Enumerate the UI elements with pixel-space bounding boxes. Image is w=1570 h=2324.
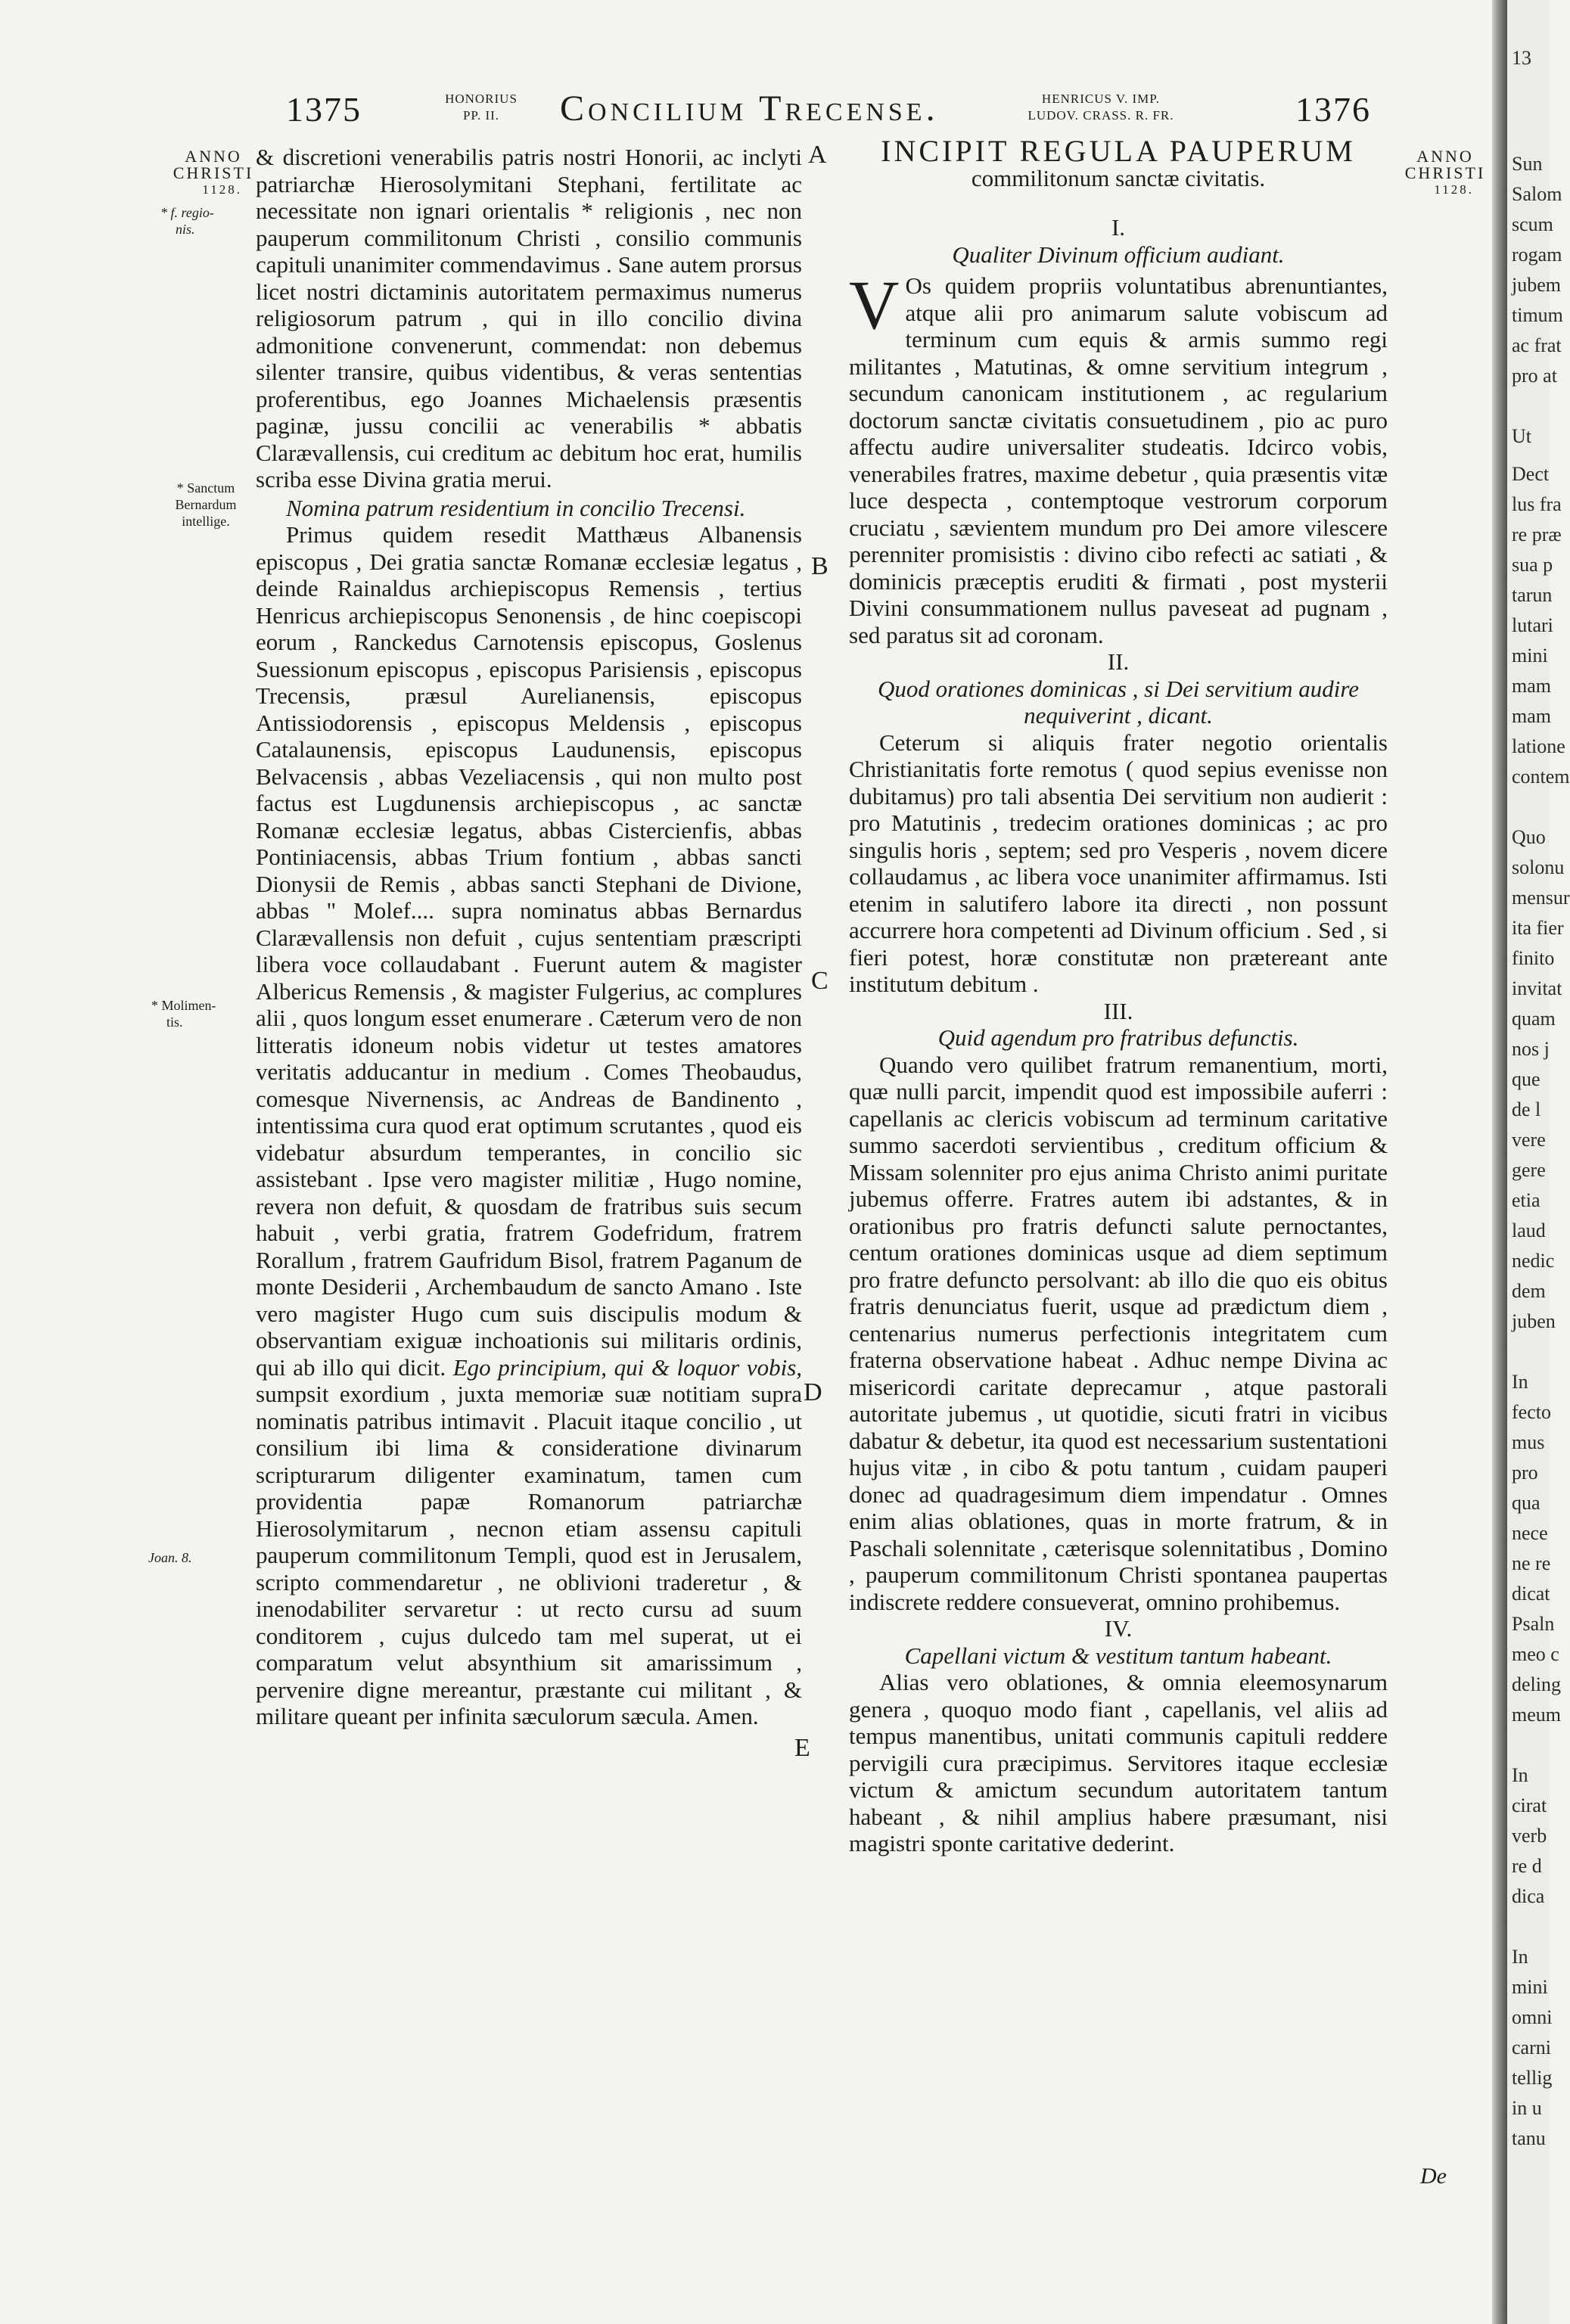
drop-capital: V [849, 266, 900, 343]
facing-page-fragment: que [1512, 1068, 1540, 1090]
chapter-heading-3: Quid agendum pro fratribus defunctis. [937, 1024, 1299, 1051]
facing-page-fragment: mam [1512, 675, 1551, 697]
facing-page-fragment: gere [1512, 1159, 1546, 1181]
book-gutter [1492, 0, 1507, 2324]
facing-page-fragment: omni [1512, 2006, 1553, 2028]
running-head-pope: HONORIUS PP. II. [445, 92, 518, 123]
facing-page-fragment: jubem [1512, 274, 1561, 296]
anno-christi-right: ANNO CHRISTI 1128. [1404, 147, 1486, 197]
facing-page-fragment: dica [1512, 1885, 1545, 1907]
facing-page-fragment: finito [1512, 947, 1555, 969]
facing-page-fragment: ita fier [1512, 917, 1564, 939]
chapter-number-2: II. [1107, 648, 1130, 675]
facing-page-fragment: ac frat [1512, 334, 1562, 356]
facing-page-fragment: Salom [1512, 183, 1562, 205]
facing-page-fragment: Ut [1512, 425, 1531, 447]
facing-page-fragment: meum [1512, 1704, 1561, 1726]
facing-page-fragment: nece [1512, 1522, 1548, 1544]
facing-page-fragment: pro at [1512, 365, 1557, 387]
facing-page-fragment: pro [1512, 1462, 1538, 1484]
left-paragraph-names: Primus quidem resedit Matthæus Albanensis episcopus , Dei gratia sanctæ Romanæ ecclesiæ legatus , deinde Rainaldus archiepiscopus Remensis , tertius Henricus archiepiscopus Senonensis , de hinc coepiscopi eorum , Ranckedus Carnotensis episcopus, Goslenus Suessionum episcopus , episcopus Parisiensis , episcopus Trecensis, præsul Aurelianensis, episcopus Antissiodorensis , episcopus Meldensis , episcopus Catalaunensis, episcopus Laudunensis, episcopus Belvacensis , abbas Vezeliacensis , qui non multo post factus est Lugdunensis archiepiscopus , ac sanctæ Romanæ ecclesiæ legatus, abbas Cistercienfis, abbas Pontiniacensis, abbas Trium fontium , abbas sancti Dionysii de Remis , abbas sancti Stephani de Divione, abbas " Molef.... supra nominatus abbas Bernardus Clarævallensis non defuit , cujus sententiam præscripti libera voce collaudabant . Fuerunt autem & magister Albericus Remensis , & magister Fulgerius, ac complures alii , quos longum esset enumerare . Cæterum vero de non litteratis idoneum nobis videtur ut testes amatores veritatis adducantur in medium . Comes Theobaudus, comesque Nivernensis, ac Andreas de Bandinento , intentissima cura quod erat optimum scrutantes , quod eis videbatur absurdum temperantes, in concilio sic assistebant . Ipse vero magister militiæ , Hugo nomine, revera non defuit, & quosdam de fratribus suis secum habuit , verbi gratia, fratrem Godefridum, fratrem Rorallum , fratrem Gaufridum Bisol, fratrem Paganum de monte Desiderii , Archembaudum de sancto Amano . Iste vero magister Hugo cum suis discipulis modum & observantiam exiguæ inchoationis sui militaris ordinis, qui ab illo qui dicit. Ego principium, qui & loquor vobis, sumpsit exordium , juxta memoriæ suæ notitiam supra nominatis patribus intimavit . Placuit itaque concilio , ut consilium ibi lima & consideratione divinarum scripturarum diligenter examinatum, tamen cum providentia papæ Romanorum patriarchæ Hierosolymitarum , necnon etiam assensu capituli pauperum commilitonum Templi, quod est in Jerusalem, scripto commendaretur , ne oblivioni traderetur , & inenodabiliter servaretur : ut recto cursu ad suum conditorem , cujus dulcedo tam mel superat, ut ei comparatum velut absynthium sit amarissimum , pervenire digne mereantur, præstante cui militant , & militare queant per infinita sæculorum sæcula. Amen. [256, 521, 803, 1729]
chapter-number-4: IV. [1104, 1615, 1133, 1642]
facing-page-fragment: In [1512, 1946, 1528, 1968]
facing-page-fragment: latione [1512, 735, 1565, 757]
left-text-column [256, 144, 802, 1730]
section-letter-d: D [804, 1378, 822, 1406]
running-head-emperor: HENRICUS V. IMP. LUDOV. CRASS. R. FR. [1027, 92, 1174, 123]
facing-page-fragment: mam [1512, 705, 1551, 727]
page-title: Concilium Trecense. [560, 89, 939, 129]
margin-note-molimentis: * Molimen- tis. [151, 998, 216, 1030]
section-letter-c: C [811, 967, 829, 995]
scripture-quote: Ego principium, qui & loquor vobis, [452, 1353, 803, 1381]
section-letter-b: B [811, 552, 829, 580]
facing-page-fragment: timum [1512, 304, 1563, 326]
facing-page-fragment: In [1512, 1371, 1528, 1393]
margin-note-regionis: * f. regio- nis. [160, 205, 214, 237]
section-letter-e: E [794, 1734, 810, 1762]
facing-page-fragment: dicat [1512, 1583, 1550, 1605]
facing-page-fragment: Sun [1512, 153, 1543, 175]
facing-page-fragment: in u [1512, 2097, 1542, 2119]
facing-page-fragment: sua p [1512, 554, 1553, 576]
facing-page-fragment: scum [1512, 213, 1553, 235]
rule-subtitle: commilitonum sanctæ civitatis. [971, 164, 1266, 191]
chapter-text-1: V Os quidem propriis voluntatibus abrenuntiantes, atque alii pro animarum salute vobiscum ad terminum cum equis & armis summo regi militantes , Matutinas, & omne servitium integrum , secundum canonicam institutionem , ac regularium doctorum sanctæ civitatis consuetudinem , pio ac puro affectu audire universaliter studeatis. Idcirco vobis, venerabiles fratres, maxime debetur , quia præsentis vitæ luce despecta , contemptoque vestrorum corporum cruciatu , sævientem mundum pro Dei amore vilescere perenniter promisistis : divino cibo refecti ac satiati , & dominicis præceptis eruditi & firmati , post mysterii Divini consummationem nullus paveseat ad pugnam , sed paratus sit ad coronam. [849, 266, 1388, 648]
facing-page-fragment: verb [1512, 1825, 1547, 1847]
section-heading-nomina: Nomina patrum residentium in concilio Trecensi. [286, 494, 746, 521]
margin-note-joan: Joan. 8. [148, 1550, 192, 1565]
chapter-number-3: III. [1103, 997, 1133, 1024]
facing-page-fragment: ne re [1512, 1552, 1551, 1574]
chapter-number-1: I. [1111, 214, 1126, 241]
facing-page-fragment: juben [1512, 1310, 1556, 1332]
facing-page-fragment: tellig [1512, 2067, 1553, 2089]
facing-page-fragment: invitat [1512, 977, 1562, 999]
facing-page-fragment: tanu [1512, 2127, 1546, 2149]
chapter-text-2: Ceterum si aliquis frater negotio orientalis Christianitatis forte remotus ( quod sepius evenisse non dubitamus) pro tali absentia Dei servitium non audierit : pro Matutinis , tredecim orationes dominicas ; ac pro singulis horis , septem; sed pro Vesperis , novem dicere collaudamus , ac libera voce unanimiter affirmamus. Isti etenim in salutifero labore ita directi , non possunt accurrere hora competenti ad Divinum officium . Sed , si fieri potest, horæ constitutæ non prætereant ante institutum debitum . [849, 729, 1388, 997]
chapter-heading-2: Quod orationes dominicas , si Dei servitium audire nequiverint , dicant. [877, 675, 1360, 729]
right-page-number: 1376 [1295, 90, 1371, 129]
facing-page-fragment: cirat [1512, 1794, 1547, 1816]
right-text-column [849, 134, 1388, 1857]
facing-page-fragment: lus fra [1512, 493, 1562, 515]
facing-page-fragment: carni [1512, 2037, 1551, 2058]
facing-page-fragment: mus [1512, 1431, 1545, 1453]
facing-page-fragment: lutari [1512, 614, 1553, 636]
facing-page-fragment: Quo [1512, 826, 1546, 848]
facing-page-fragment: mini [1512, 645, 1548, 666]
left-paragraph-intro: & discretioni venerabilis patris nostri Honorii, ac inclyti patriarchæ Hierosolymitani Stephani, fertilitate ac necessitate non ignari orientalis * religionis , nec non pauperum commilitonum Christi , consilio communis capituli unanimiter commendavimus . Sane autem prorsus licet nostri dictaminis autoritatem permaximus numerus religiosorum patrum , qui in illo concilio divina admonitione convenerunt, commendat: non debemus silenter transire, quibus videntibus, & veras sententias proferentibus, ego Joannes Michaelensis præsentis paginæ, jussu concilii ac venerabilis * abbatis Clarævallensis, cui creditum ac debitum hoc erat, humilis scriba esse Divina gratia merui. [256, 144, 802, 492]
facing-page-fragment: Dect [1512, 463, 1550, 485]
facing-page-fragment: solonu [1512, 856, 1565, 878]
facing-page-fragment: nos j [1512, 1038, 1550, 1060]
left-page-number: 1375 [286, 90, 362, 129]
facing-page-fragment: quam [1512, 1008, 1556, 1030]
facing-page-fragment: de l [1512, 1098, 1541, 1120]
facing-page-fragment: etia [1512, 1189, 1540, 1211]
rule-title: INCIPIT REGULA PAUPERUM [881, 134, 1356, 168]
catchword: De [1420, 2164, 1447, 2189]
facing-page-fragment: laud [1512, 1219, 1546, 1241]
facing-page-fragment: nedic [1512, 1250, 1555, 1272]
facing-page-fragment: rogam [1512, 244, 1562, 266]
facing-page-fragment: mini [1512, 1976, 1548, 1998]
facing-page-edge [1507, 0, 1570, 2324]
facing-page-fragment: deling [1512, 1673, 1561, 1695]
section-letter-a: A [808, 141, 827, 169]
facing-page-fragment: 13 [1512, 47, 1531, 69]
facing-page-fragment: fecto [1512, 1401, 1551, 1423]
facing-page-fragment: Psaln [1512, 1613, 1555, 1635]
facing-page-fragment: re d [1512, 1855, 1542, 1877]
facing-page-fragment: contem [1512, 766, 1570, 788]
facing-page-fragment: tarun [1512, 584, 1553, 606]
facing-page-fragment: qua [1512, 1492, 1540, 1514]
facing-page-fragment: meo c [1512, 1643, 1559, 1665]
margin-note-bernardum: * Sanctum Bernardum intellige. [175, 480, 237, 529]
chapter-heading-4: Capellani victum & vestitum tantum habeant. [904, 1642, 1332, 1669]
facing-page-fragment: re præ [1512, 524, 1562, 545]
facing-page-fragment: In [1512, 1764, 1528, 1786]
chapter-text-4: Alias vero oblationes, & omnia eleemosynarum genera , quoquo modo fiant , capellanis, vel aliis ad tempus manentibus, unitati communis capituli reddere pervigili cura præcipimus. Servitores itaque ecclesiæ victum & amictum secundum autoritatem tantum habeant , & nihil amplius habere præsumant, nisi magistri sponte caritative dederint. [849, 1669, 1388, 1856]
chapter-text-3: Quando vero quilibet fratrum remanentium, morti, quæ nulli parcit, impendit quod est impossibile auferri : capellanis ac clericis vobiscum ad terminum caritative summo sacerdoti servientibus , creditum officium & Missam solenniter pro ejus anima Christo animi puritate jubemus offerre. Fratres autem ibi adstantes, & in orationibus pro fratris defuncti salute pernoctantes, centum orationes dominicas usque ad diem septimum pro fratre defuncto persolvant: ab illo die quo eis obitus fratris denunciatus fuerit, usque ad prædictum diem , centenarius numerus perfectionis integritatem cum fraterna observatione habeat . Adhuc nempe Divina ac misericordi caritate deprecamur , atque pastorali autoritate jubemus , ut quotidie, sicuti fratri in vicibus dabatur & debetur, ita quod est necessarium sustentationi hujus vitæ , in cibo & potu tantum , cuidam pauperi donec ad quadragesimum diem impendatur . Omnes enim alias oblationes, quas in morte fratrum, & in Paschali solennitate , cæterisque solennitatibus , Domino , pauperum commilitonum Christi spontanea paupertas indiscrete reddere consueverat, omnino prohibemus. [849, 1051, 1388, 1615]
facing-page-fragment: vere [1512, 1129, 1546, 1151]
facing-page-fragment: dem [1512, 1280, 1546, 1302]
running-header [0, 83, 1492, 136]
anno-christi-left: ANNO CHRISTI 1128. [173, 147, 254, 197]
chapter-heading-1: Qualiter Divinum officium audiant. [952, 241, 1285, 268]
facing-page-fragment: mensur [1512, 887, 1570, 909]
